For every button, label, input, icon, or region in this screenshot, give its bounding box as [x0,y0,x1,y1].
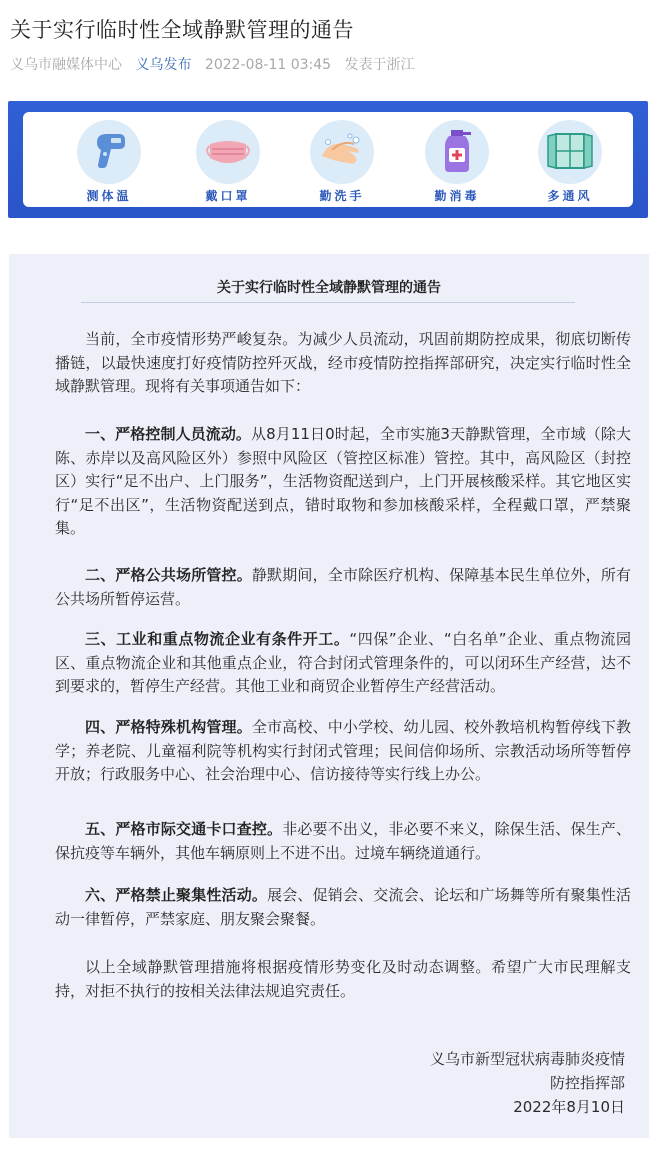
banner-label: 勤消毒 [434,189,480,203]
notice-section-4 [55,716,631,787]
notice-section-6 [55,884,631,931]
hand-washing-icon [310,120,374,184]
mask-icon [196,120,260,184]
section-body: 非必要不出义，非必要不来义，除保生活、保生产、保抗疫等车辆外，其他车辆原则上不进不出。过境车辆绕道通行。 [55,820,631,862]
section-body: 从8月11日0时起，全市实施3天静默管理，全市域（除大陈、赤岸以及高风险区外）参照中风险区（管控区标准）管控。其中，高风险区（封控区）实行“足不出户、上门服务”，生活物资配送到户，上门开展核酸采样。其它地区实行“足不出区”，生活物资配送到点，错时取物和参加核酸采样，全程戴口罩，严禁聚集。 [55,425,631,537]
banner-item-handwash [302,112,382,207]
banner-label: 戴口罩 [205,189,251,203]
section-heading: 五、严格市际交通卡口查控。 [85,820,283,838]
section-heading: 二、严格公共场所管控。 [85,566,252,584]
open-window-icon [538,120,602,184]
section-body: “四保”企业、“白名单”企业、重点物流园区、重点物流企业和其他重点企业，符合封闭式管理条件的，可以闭环生产经营，达不到要求的，暂停生产经营。其他工业和商贸企业暂停生产经营活动。 [55,630,631,695]
notice-section-3 [55,628,631,699]
notice-section-5 [55,818,631,865]
section-body: 全市高校、中小学校、幼儿园、校外教培机构暂停线下教学；养老院、儿童福利院等机构实行封闭式管理；民间信仰场所、宗教活动场所等暂停开放；行政服务中心、社会治理中心、信访接待等实行线上办公。 [55,718,631,783]
banner-label: 测体温 [86,189,132,203]
notice-intro: 当前，全市疫情形势严峻复杂。为减少人员流动，巩固前期防控成果，彻底切断传播链，以最快速度打好疫情防控歼灭战，经市疫情防控指挥部研究，决定实行临时性全域静默管理。现将有关事项通告如下： [55,330,631,395]
banner-item-disinfect [417,112,497,207]
article-source: 义乌市融媒体中心 [10,57,122,73]
section-heading: 三、工业和重点物流企业有条件开工。 [85,630,350,648]
article-meta [10,54,424,74]
section-heading: 一、严格控制人员流动。 [85,425,251,443]
banner-panel [23,112,633,207]
disinfectant-spray-icon [425,120,489,184]
banner-label: 多通风 [547,189,593,203]
notice-title: 关于实行临时性全域静默管理的通告 [217,280,441,296]
thermometer-icon [77,120,141,184]
title-divider [81,302,575,303]
section-body: 展会、促销会、交流会、论坛和广场舞等所有聚集性活动一律暂停，严禁家庭、朋友聚会聚餐。 [55,886,631,928]
banner-item-temperature [69,112,149,207]
notice-section-2 [55,564,631,611]
notice-section-1 [55,423,631,541]
notice-closing: 以上全域静默管理措施将根据疫情形势变化及时动态调整。希望广大市民理解支持，对拒不执行的按相关法律法规追究责任。 [55,958,631,1000]
signature-org: 义乌市新型冠状病毒肺炎疫情 [429,1050,625,1068]
publish-datetime: 2022-08-11 03:45 [204,57,332,73]
banner-item-mask [188,112,268,207]
section-heading: 四、严格特殊机构管理。 [85,718,252,736]
signature-date: 2022年8月10日 [513,1098,625,1116]
banner-item-ventilate [530,112,610,207]
banner-label: 勤洗手 [319,189,365,203]
publish-location: 发表于浙江 [344,57,415,73]
account-link[interactable]: 义乌发布 [135,57,192,73]
article-title: 关于实行临时性全域静默管理的通告 [10,18,354,42]
notice-card [9,254,649,1138]
section-body: 静默期间，全市除医疗机构、保障基本民生单位外，所有公共场所暂停运营。 [55,566,631,608]
signature-org-2: 防控指挥部 [549,1074,625,1092]
section-heading: 六、严格禁止聚集性活动。 [85,886,268,904]
prevention-banner [8,101,648,218]
